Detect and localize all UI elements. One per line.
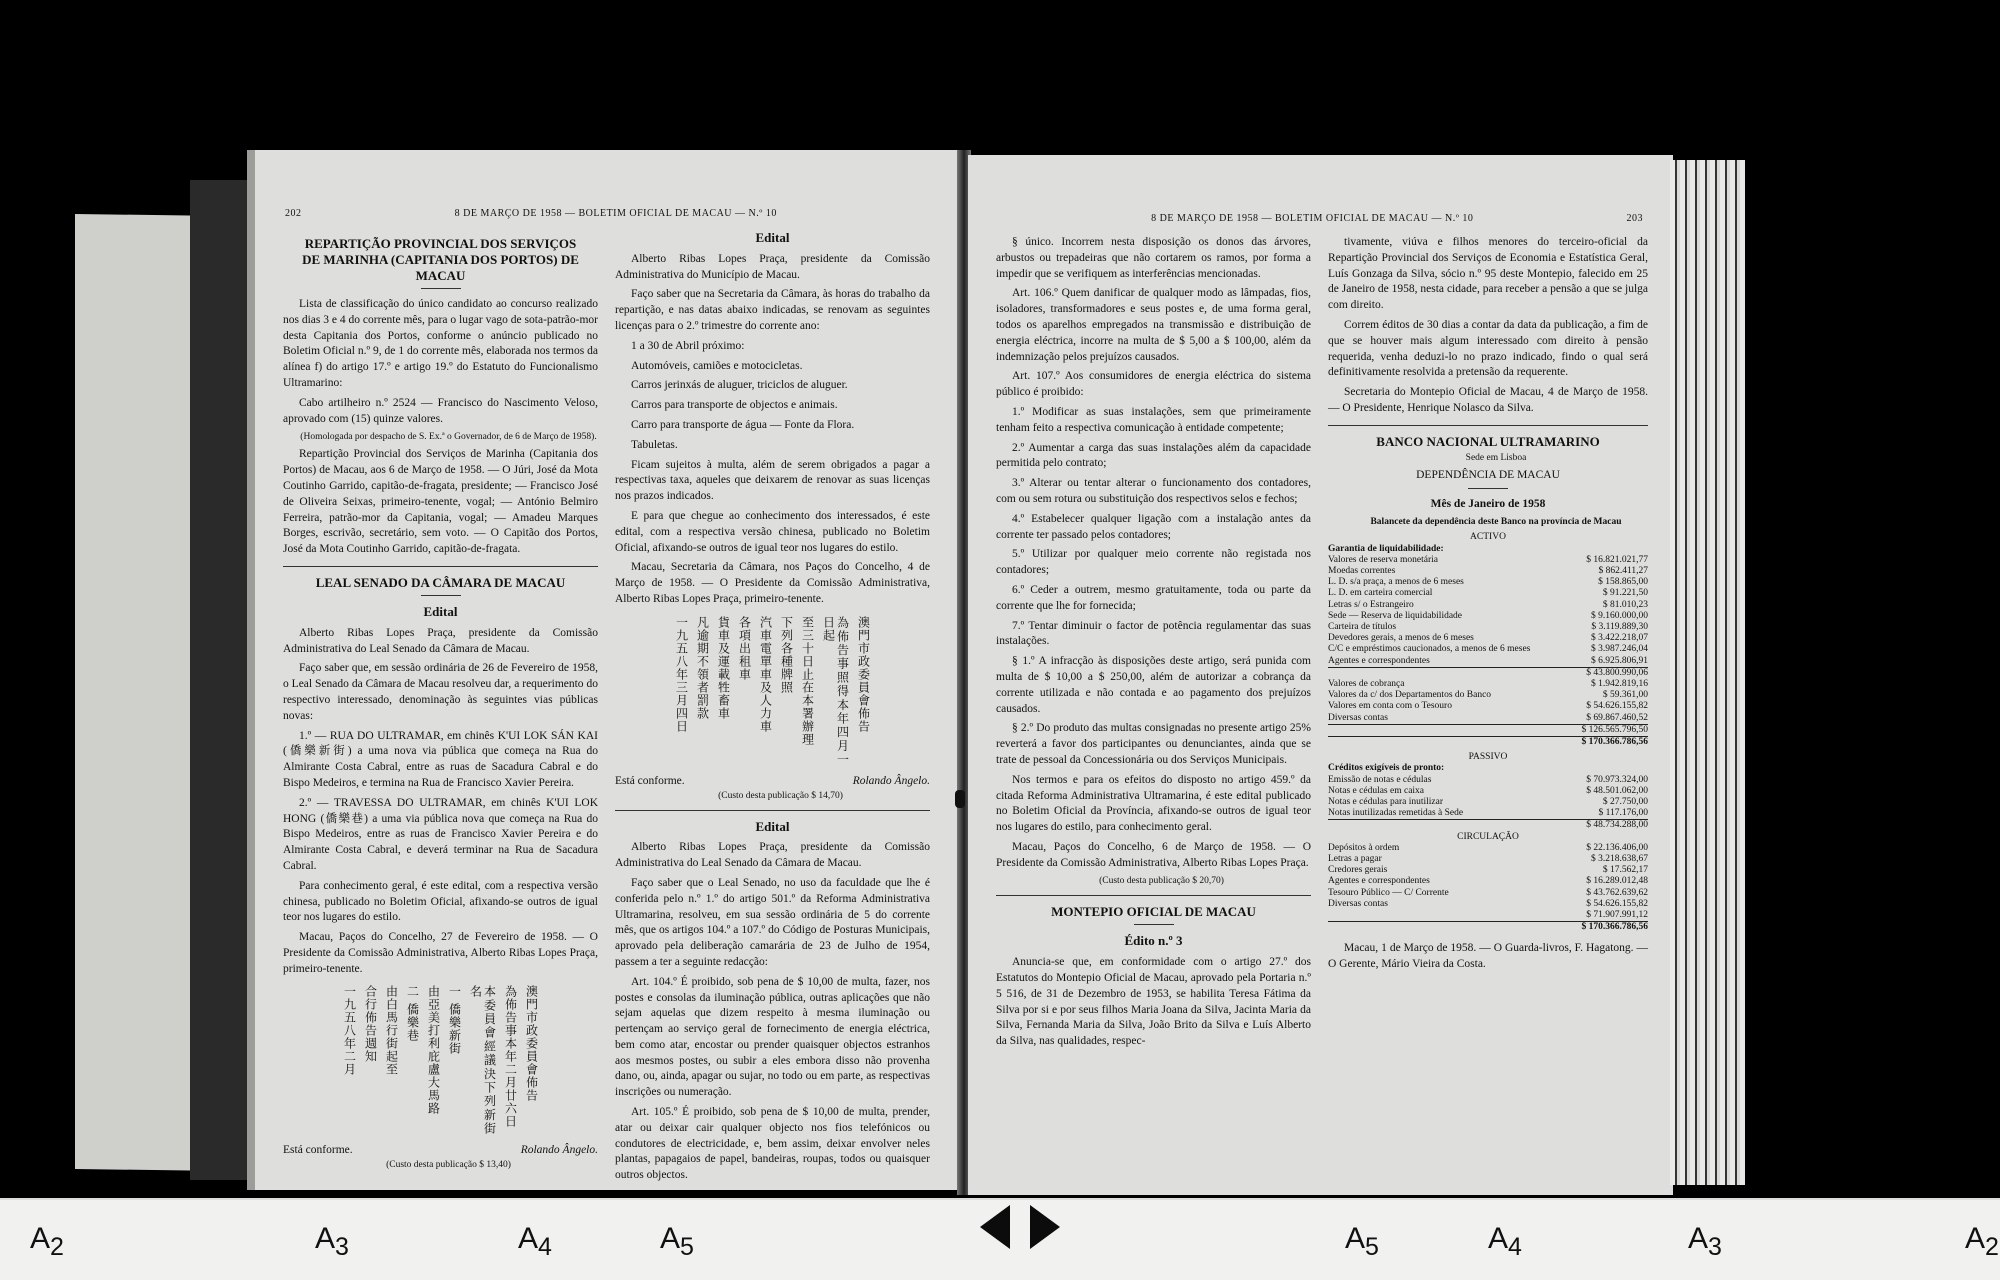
- bank-balance-title: Balancete da dependência deste Banco na província de Macau: [1370, 517, 1622, 528]
- chinese-column: 至三十日止在本署辦理: [800, 615, 815, 746]
- balance-label: Valores de reserva monetária: [1328, 554, 1438, 565]
- left-column-2: [615, 230, 930, 1188]
- balance-value: $ 16.821.021,77: [1586, 554, 1648, 565]
- film-mark: $A_4$: [518, 1222, 552, 1261]
- edito-heading: Édito n.º 3: [1124, 933, 1183, 949]
- balance-row: [1328, 555, 1648, 566]
- balance-row: [1328, 775, 1648, 786]
- balance-value: $ 16.289.012,48: [1586, 876, 1648, 887]
- passivo-subtotal: $ 48.734.288,00: [1328, 819, 1648, 831]
- balance-label: Depósitos à ordem: [1328, 842, 1400, 853]
- balance-value: $ 48.501.062,00: [1586, 785, 1648, 796]
- chinese-column: 由白馬行街起至: [384, 985, 399, 1077]
- paragraph: 1 a 30 de Abril próximo:: [631, 339, 745, 352]
- balance-value: $ 6.925.806,91: [1591, 655, 1648, 666]
- balance-value: $ 3.218.638,67: [1591, 854, 1648, 865]
- page-stack-edges: [1670, 160, 1745, 1185]
- paragraph: Macau, Paços do Concelho, 6 de Março de 1958. — O Presidente da Comissão Administrativa, Alberto Ribas Lopes Praça.: [996, 840, 1311, 869]
- chinese-column: 為佈告事照得本年四月一日起: [821, 615, 850, 766]
- activo-total: $ 170.366.786,56: [1328, 736, 1648, 748]
- chinese-column: 一九五八年三月四日: [674, 615, 689, 733]
- paragraph: 2.º Aumentar a carga das suas instalações além da capacidade permitida pelo contrato;: [996, 441, 1311, 470]
- activo-rows-2: [1328, 679, 1648, 724]
- passivo-rows-2: [1328, 843, 1648, 888]
- balance-value: $ 3.119.889,30: [1591, 621, 1648, 632]
- circulacao-heading: CIRCULAÇÃO: [1457, 831, 1519, 842]
- bank-title: BANCO NACIONAL ULTRAMARINO: [1376, 433, 1600, 449]
- balance-value: $ 27.750,00: [1602, 797, 1648, 808]
- paragraph: E para que chegue ao conhecimento dos interessados, é este edital, com a respectiva versão chinesa, publicado no Boletim Oficial, afixando-se outros de igual teor nos lugares do estilo.: [615, 509, 930, 554]
- publication-cost: (Custo desta publicação $ 13,40): [386, 1160, 511, 1171]
- balance-label: Letras s/ o Estrangeiro: [1328, 599, 1414, 610]
- film-mark: $A_3$: [315, 1222, 349, 1261]
- paragraph: Faço saber que, em sessão ordinária de 26 de Fevereiro de 1958, o Leal Senado da Câmara de Macau resolveu dar, a requerimento do respectivo interessado, denominação às seguintes vias públicas novas:: [283, 662, 598, 722]
- balance-value: $ 71.907.991,12: [1586, 910, 1648, 921]
- list-item: Carros jerinxás de aluguer, triciclos de aluguer.: [631, 379, 848, 392]
- balance-row: [1328, 899, 1648, 910]
- balance-label: Letras a pagar: [1328, 854, 1382, 865]
- chinese-text-block: [615, 616, 930, 766]
- balance-label: Notas e cédulas para inutilizar: [1328, 797, 1444, 808]
- balance-row: [1328, 644, 1648, 655]
- left-page: [255, 150, 960, 1190]
- chinese-column: 貨車及運載牲畜車: [716, 615, 731, 720]
- paragraph: Art. 107.º Aos consumidores de energia eléctrica do sistema público é proibido:: [996, 370, 1311, 399]
- film-mark: $A_4$: [1488, 1222, 1522, 1261]
- chinese-column: 汽車電單車及人力車: [758, 615, 773, 733]
- edital-heading: Edital: [755, 230, 790, 245]
- balance-label: Notas inutilizadas remetidas à Sede: [1328, 808, 1464, 819]
- chinese-column: 合行佈告週知: [363, 985, 378, 1064]
- running-head-text-left: 8 DE MARÇO DE 1958 — BOLETIM OFICIAL DE MACAU — N.º 10: [454, 208, 777, 219]
- balance-value: $ 43.762.639,62: [1586, 887, 1648, 898]
- balance-row: [1328, 888, 1648, 899]
- film-mark: $A_5$: [1345, 1222, 1379, 1261]
- balance-row: [1328, 854, 1648, 865]
- balance-value: $ 3.422.218,07: [1591, 633, 1648, 644]
- paragraph: Repartição Provincial dos Serviços de Marinha (Capitania dos Portos) de Macau, aos 6 de Março de 1958. — O Júri, José da Mota Coutinho Garrido, capitão-de-fragata, presidente; — Francisco José de Oliveira Seixas, primeiro-tenente, vogal; — António Belmiro Ferreira, patrão-mor da Capitania, vogal; — Amadeu Marques Borges, escrivão, secretário, sem voto. — O Capitão dos Portos, José da Mota Coutinho Garrido, capitão-de-fragata.: [283, 448, 598, 556]
- paragraph: tivamente, viúva e filhos menores do terceiro-oficial da Repartição Provincial dos Serviços de Economia e Estatística Geral, Luís Gonzaga da Silva, sócio n.º 95 deste Montepio, falecido em 25 de Janeiro de 1958, nesta cidade, para receber a pensão a que se julga com direito.: [1328, 236, 1648, 312]
- activo-heading: ACTIVO: [1470, 532, 1506, 543]
- edital-heading: Edital: [755, 818, 790, 834]
- balance-value: $ 117.176,00: [1598, 808, 1648, 819]
- passivo-rows: [1328, 775, 1648, 820]
- section-title-montepio: MONTEPIO OFICIAL DE MACAU: [1051, 904, 1256, 920]
- balance-value: $ 54.626.155,82: [1586, 701, 1648, 712]
- balance-label: Agentes e correspondentes: [1328, 876, 1430, 887]
- balance-row: [1328, 786, 1648, 797]
- balance-row: [1328, 865, 1648, 876]
- film-notch-left: [980, 1205, 1010, 1249]
- balance-label: Sede — Reserva de liquidabilidade: [1328, 610, 1463, 621]
- balance-value: $ 69.867.460,52: [1586, 712, 1648, 723]
- chinese-column: 為佈告事本年二月廿六日: [503, 985, 518, 1129]
- paragraph: Faço saber que o Leal Senado, no uso da faculdade que lhe é conferida pelo n.º 1.º do artigo 501.º da Reforma Administrativa Ultramarina, resolveu, em sua sessão ordinária de 5 do corrente mês, que os artigos 104.º a 107.º do Código de Posturas Municipais, aprovado pela deliberação camarária de 23 de Julho de 1954, passem a ter a seguinte redacção:: [615, 876, 930, 968]
- film-mark: $A_2$: [30, 1222, 64, 1261]
- balance-value: $ 70.973.324,00: [1586, 774, 1648, 785]
- publication-cost: (Custo desta publicação $ 20,70): [1099, 876, 1224, 887]
- balance-value: $ 158.865,00: [1598, 577, 1648, 588]
- signature-line: Está conforme. Rolando Ângelo.: [283, 1144, 598, 1157]
- chinese-column: 本委員會經議決下列新街名: [468, 985, 497, 1136]
- balance-label: Devedores gerais, a menos de 6 meses: [1328, 633, 1474, 644]
- chinese-column: 澳門市政委員會佈告: [524, 985, 539, 1103]
- balance-value: $ 91.221,50: [1602, 588, 1648, 599]
- chinese-column: 各項出租車: [737, 615, 752, 681]
- section-title-marinha: REPARTIÇÃO PROVINCIAL DOS SERVIÇOS DE MARINHA (CAPITANIA DOS PORTOS) DE MACAU: [302, 236, 579, 283]
- paragraph: 6.º Ceder a outrem, mesmo gratuitamente, toda ou parte da corrente que lhe for fornecida;: [996, 583, 1311, 612]
- chinese-column: 凡逾期不領者罰款: [695, 615, 710, 720]
- page-number-right: 203: [1626, 213, 1643, 224]
- balance-row: [1328, 843, 1648, 854]
- balance-value: $ 81.010,23: [1602, 599, 1648, 610]
- binding-clip: [955, 790, 965, 808]
- balance-label: Moedas correntes: [1328, 565, 1396, 576]
- left-running-head: [285, 208, 930, 219]
- paragraph: Cabo artilheiro n.º 2524 — Francisco do Nascimento Veloso, aprovado com (15) quinze valores.: [283, 396, 598, 425]
- balance-value: $ 59.361,00: [1602, 690, 1648, 701]
- paragraph: Macau, Paços do Concelho, 27 de Fevereiro de 1958. — O Presidente da Comissão Administrativa, Alberto Ribas Lopes Praça, primeiro-tenente.: [283, 931, 598, 975]
- list-item: Carro para transporte de água — Fonte da Flora.: [631, 418, 855, 431]
- list-item: Carros para transporte de objectos e animais.: [631, 399, 838, 412]
- balance-row: [1328, 611, 1648, 622]
- paragraph: Correm éditos de 30 dias a contar da data da publicação, a fim de que se houver mais algum interessado com direito à pensão requerida, venha deduzi-lo no prazo indicado, findo o qual será definitivamente resolvida a pretensão da requerente.: [1328, 318, 1648, 379]
- liquidity-heading: Garantia de liquidabilidade:: [1328, 543, 1444, 554]
- passivo-rows-3: [1328, 888, 1648, 922]
- publication-cost: (Custo desta publicação $ 14,70): [718, 790, 843, 801]
- balance-label: Carteira de títulos: [1328, 621, 1397, 632]
- paragraph: Lista de classificação do único candidato ao concurso realizado nos dias 3 e 4 do corrente mês, para o lugar vago de sota-patrão-mor desta Capitania dos Portos, conforme o anúncio publicado no Boletim Oficial n.º 9, de 1 do corrente mês, elaborada nos termos da alínea f) do artigo 17.º e artigo 19.º do Estatuto do Funcionalismo Ultramarino:: [283, 298, 598, 389]
- chinese-column: 澳門市政委員會佈告: [856, 615, 871, 733]
- balance-row: [1328, 588, 1648, 599]
- balance-label: Notas e cédulas em caixa: [1328, 785, 1425, 796]
- chinese-text-block: [283, 985, 598, 1135]
- paragraph: 1.º Modificar as suas instalações, sem que primeiramente tenham feito a respectiva comunicação à entidade competente;: [996, 405, 1311, 434]
- paragraph: Macau, 1 de Março de 1958. — O Guarda-livros, F. Hagatong. — O Gerente, Mário Vieira da Costa.: [1328, 942, 1648, 971]
- balance-value: $ 1.942.819,16: [1591, 679, 1648, 689]
- balance-value: $ 9.160.000,00: [1591, 610, 1648, 621]
- section-title-leal-senado: LEAL SENADO DA CÂMARA DE MACAU: [315, 574, 566, 590]
- bank-sede: Sede em Lisboa: [1465, 452, 1527, 463]
- paragraph: Nos termos e para os efeitos do disposto no artigo 459.º da citada Reforma Administrativa Ultramarina, é este edital publicado no Boletim Oficial da Província, afixando-se outros de igual teor nos lugares do estilo, para conhecimento geral.: [996, 773, 1311, 834]
- activo-rows: [1328, 555, 1648, 667]
- bank-dependency: DEPENDÊNCIA DE MACAU: [1416, 468, 1560, 481]
- paragraph: Secretaria do Montepio Oficial de Macau, 4 de Março de 1958. — O Presidente, Henrique Nolasco da Silva.: [1328, 386, 1648, 414]
- right-page: [968, 155, 1673, 1195]
- balance-label: L. D. s/a praça, a menos de 6 meses: [1328, 577, 1464, 588]
- balance-row: [1328, 656, 1648, 667]
- balance-label: Diversas contas: [1328, 898, 1388, 909]
- balance-label: Agentes e correspondentes: [1328, 655, 1430, 666]
- left-column-1: [283, 230, 598, 1175]
- paragraph: Alberto Ribas Lopes Praça, presidente da Comissão Administrativa do Município de Macau.: [615, 252, 930, 281]
- film-mark: $A_5$: [660, 1222, 694, 1261]
- film-mark: $A_2$: [1965, 1222, 1999, 1261]
- paragraph: § 1.º A infracção às disposições deste artigo, será punida com multa de $ 10,00 a $ 250,00, além de autorizar a cobrança da corrente utilizada e não contada e ao pagamento dos prejuízos causados.: [996, 655, 1311, 715]
- paragraph: 5.º Utilizar por qualquer meio corrente não registada nos contadores;: [996, 548, 1311, 577]
- paragraph: 7.º Tentar diminuir o factor de potência regulamentar das suas instalações.: [996, 619, 1311, 648]
- balance-value: $ 22.136.406,00: [1586, 842, 1648, 853]
- balance-label: L. D. em carteira comercial: [1328, 588, 1433, 599]
- activo-subtotal: $ 43.800.990,06: [1328, 667, 1648, 679]
- balance-label: Valores em conta com o Tesouro: [1328, 701, 1452, 712]
- right-column-2: [1328, 235, 1648, 977]
- paragraph: 1.º — RUA DO ULTRAMAR, em chinês K'UI LOK SÁN KAI (僑樂新街) a uma nova via pública que começa na Rua do Almirante Costa Cabral, entre as ruas de Sacadura Cabral e do Bispo Medeiros, e termina na Rua de Francisco Xavier Pereira.: [283, 729, 598, 789]
- paragraph: 3.º Alterar ou tentar alterar o funcionamento dos contadores, com ou sem rotura ou substituição dos respectivos selos e fechos;: [996, 477, 1311, 505]
- list-item: Tabuletas.: [631, 438, 678, 451]
- paragraph: Alberto Ribas Lopes Praça, presidente da Comissão Administrativa do Leal Senado da Câmara de Macau.: [283, 626, 598, 655]
- paragraph: Anuncia-se que, em conformidade com o artigo 27.º dos Estatutos do Montepio Oficial de Macau, aprovado pela Portaria n.º 5 516, de 31 de Dezembro de 1953, se habilita Teresa Fátima da Silva por si e por seus filhos Maria Joana da Silva, Jacinta Maria da Silva, Fernanda Maria da Silva, João Brito da Silva e Luís Alberto da Silva, nas qualidades, respec-: [996, 956, 1311, 1048]
- passivo-total: $ 170.366.786,56: [1328, 921, 1648, 933]
- paragraph: Ficam sujeitos à multa, além de serem obrigados a pagar a respectivas taxa, aqueles que deixarem de renovar as suas licenças nos prazos indicados.: [615, 458, 930, 503]
- balance-value: $ 3.987.246,04: [1591, 644, 1648, 655]
- page-number-left: 202: [285, 208, 302, 219]
- right-column-1: [996, 235, 1311, 1054]
- passivo-heading: PASSIVO: [1468, 752, 1508, 763]
- balance-row: [1328, 797, 1648, 808]
- balance-label: Tesouro Público — C/ Corrente: [1328, 887, 1449, 898]
- chinese-column: 下列各種牌照: [779, 615, 794, 694]
- list-item: Automóveis, camiões e motocicletas.: [631, 359, 803, 372]
- chinese-column: 由亞美打利庇盧大馬路: [426, 985, 441, 1116]
- balance-label: Diversas contas: [1328, 712, 1388, 723]
- film-mark: $A_3$: [1688, 1222, 1722, 1261]
- paragraph: Macau, Secretaria da Câmara, nos Paços do Concelho, 4 de Março de 1958. — O Presidente da Comissão Administrativa, Alberto Ribas Lopes Praça, primeiro-tenente.: [615, 561, 930, 605]
- balance-value: $ 17.562,17: [1602, 865, 1648, 876]
- paragraph: Para conhecimento geral, é este edital, com a respectiva versão chinesa, publicado no Boletim Oficial, afixando-se outros de igual teor nos lugares do estilo.: [283, 879, 598, 924]
- balance-label: Valores de cobrança: [1328, 679, 1405, 689]
- paragraph: Art. 105.º É proibido, sob pena de $ 10,00 de multa, prender, atar ou deixar cair qualquer objecto nos fios telefónicos ou condutores de electricidade, e, bem assim, deixar envolver neles plantas, papagaios de papel, bandeiras, roupas, todos ou quaisquer outros objectos.: [615, 1106, 930, 1182]
- paragraph: § único. Incorrem nesta disposição os donos das árvores, arbustos ou trepadeiras que não cortarem os ramos, por forma a impedir que se verifiquem as interferências mencionadas.: [996, 236, 1311, 280]
- balance-row: [1328, 876, 1648, 887]
- chinese-column: 一 僑樂新街: [447, 985, 462, 1056]
- balance-value: $ 862.411,27: [1598, 565, 1648, 576]
- paragraph: § 2.º Do produto das multas consignadas no presente artigo 25% reverterá a favor dos participantes ou denunciantes, ainda que se trate de pessoal da Concessionária ou dos Serviços Municipais.: [996, 722, 1311, 766]
- balance-sheet: [1328, 532, 1648, 933]
- edital-heading: Edital: [423, 603, 458, 619]
- balance-row: [1328, 566, 1648, 577]
- signature-line: Está conforme. Rolando Ângelo.: [615, 774, 930, 787]
- paragraph: 2.º — TRAVESSA DO ULTRAMAR, em chinês K'UI LOK HONG (僑樂巷) a uma via pública nova que começa na Rua do Bispo Medeiros, entre as ruas de Francisco Xavier Pereira e do Almirante Costa Cabral, e deverá terminar na Rua de Sacadura Cabral.: [283, 796, 598, 872]
- paragraph: Faço saber que na Secretaria da Câmara, às horas do trabalho da repartição, e nas datas abaixo indicadas, se renovam as seguintes licenças para o 2.º trimestre do corrente ano:: [615, 288, 930, 332]
- film-notch-right: [1030, 1205, 1060, 1249]
- chinese-column: 一九五八年二月: [342, 985, 357, 1077]
- activo-subtotal-2: $ 126.565.796,50: [1328, 724, 1648, 736]
- balance-label: Emissão de notas e cédulas: [1328, 774, 1432, 785]
- license-list: [615, 359, 930, 454]
- paragraph: Alberto Ribas Lopes Praça, presidente da Comissão Administrativa do Leal Senado da Câmara de Macau.: [615, 841, 930, 870]
- balance-label: C/C e empréstimos caucionados, a menos de 6 meses: [1328, 644, 1531, 655]
- credits-heading: Créditos exigíveis de pronto:: [1328, 763, 1445, 774]
- bank-month: Mês de Janeiro de 1958: [1430, 497, 1546, 510]
- balance-label: Credores gerais: [1328, 865, 1388, 876]
- running-head-text-right: 8 DE MARÇO DE 1958 — BOLETIM OFICIAL DE MACAU — N.º 10: [1151, 213, 1474, 224]
- paragraph: Art. 106.º Quem danificar de qualquer modo as lâmpadas, fios, isoladores, transformadores e seus postes e, de uma forma geral, todos os aparelhos empregados na transmissão e distribuição de energia eléctrica, incorre na multa de $ 5,00 a $ 100,00, além da indemnização pelos prejuízos causados.: [996, 287, 1311, 363]
- balance-row: [1328, 910, 1648, 921]
- balance-row: [1328, 808, 1648, 819]
- book-spine-shadow: [190, 180, 260, 1180]
- chinese-column: 二 僑樂巷: [405, 985, 420, 1043]
- balance-row: [1328, 679, 1648, 690]
- balance-row: [1328, 633, 1648, 644]
- paragraph: 4.º Estabelecer qualquer ligação com a instalação antes da corrente ter passado pelos contadores;: [996, 512, 1311, 541]
- balance-label: Valores da c/ dos Departamentos do Banco: [1328, 690, 1492, 701]
- balance-row: [1328, 577, 1648, 588]
- balance-row: [1328, 622, 1648, 633]
- right-running-head: [998, 213, 1643, 224]
- balance-row: [1328, 713, 1648, 724]
- balance-row: [1328, 690, 1648, 701]
- balance-value: $ 54.626.155,82: [1586, 898, 1648, 909]
- homologation-note: (Homologada por despacho de S. Ex.ª o Governador, de 6 de Março de 1958).: [300, 432, 597, 443]
- balance-row: [1328, 600, 1648, 611]
- balance-row: [1328, 701, 1648, 712]
- paragraph: Art. 104.º É proibido, sob pena de $ 10,00 de multa, fazer, nos postes e consolas da iluminação pública, outras aplicações que não sejam aquelas que dizem respeito à mesma iluminação ou pertençam ao serviço geral de fornecimento de energia eléctrica, bem como atar, encostar ou prender quaisquer objectos estranhos aos mesmos postes, ou subir a eles embora disso não provenha dano, ou, ainda, apagar ou sujar, no todo ou em parte, as respectivas inscrições ou numeração.: [615, 975, 930, 1099]
